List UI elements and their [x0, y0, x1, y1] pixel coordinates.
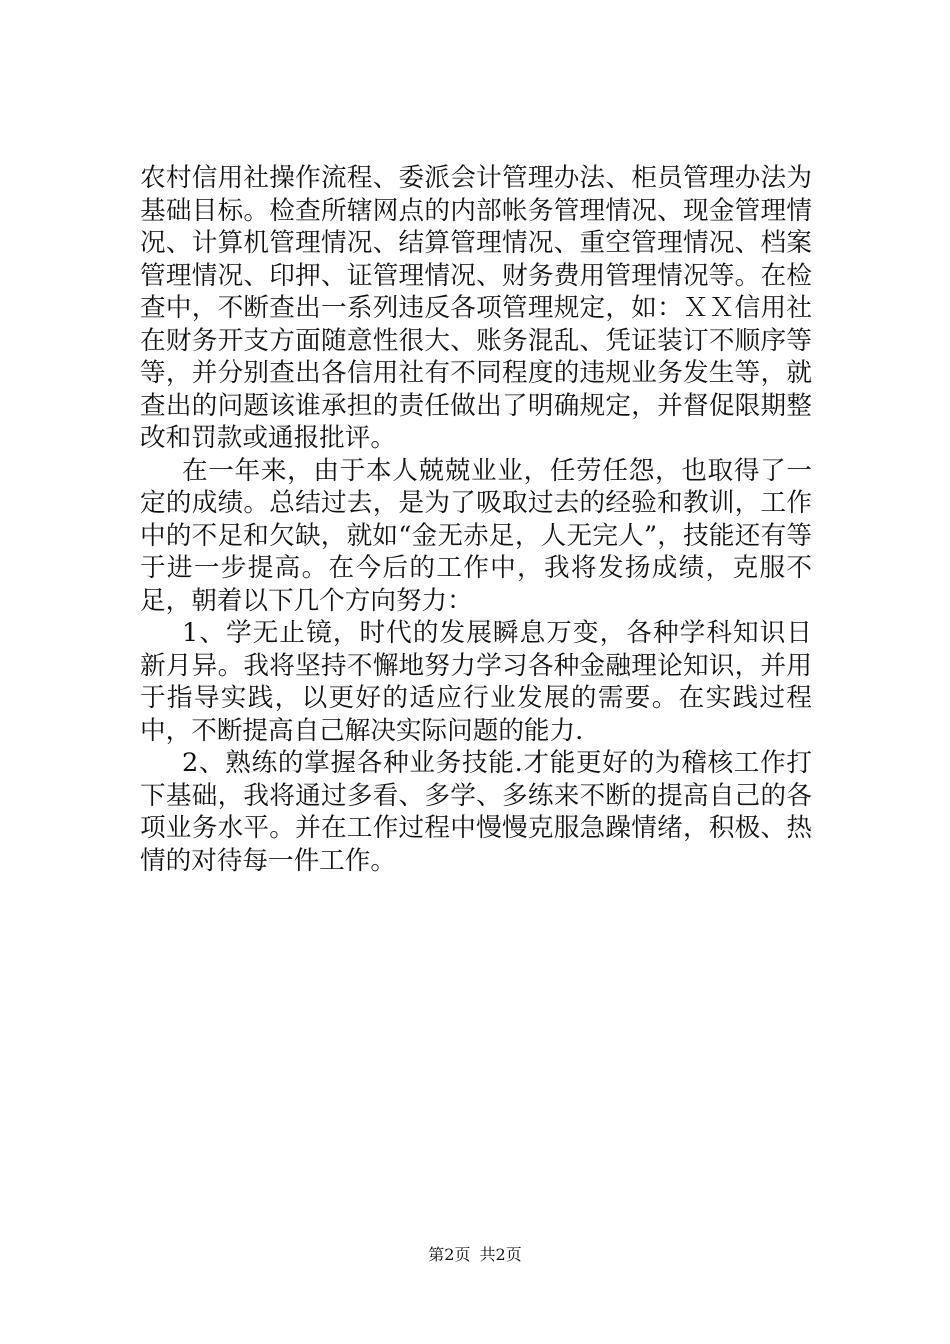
paragraph-1: 农村信用社操作流程、委派会计管理办法、柜员管理办法为基础目标。检查所辖网点的内部帐务管理情况、现金管理情况、计算机管理情况、结算管理情况、重空管理情况、档案管理情况、印押、证管理情况、财务费用管理情况等。在检查中，不断查出一系列违反各项管理规定，如：ＸＸ信用社在财务开支方面随意性很大、账务混乱、凭证装订不顺序等等，并分别查出各信用社有不同程度的违规业务发生等，就查出的问题该谁承担的责任做出了明确规定，并督促限期整改和罚款或通报批评。: [140, 163, 812, 453]
document-body: [140, 162, 812, 877]
paragraph-2: 在一年来，由于本人兢兢业业，任劳任怨，也取得了一定的成绩。总结过去，是为了吸取过去的经验和教训，工作中的不足和欠缺，就如“金无赤足，人无完人”，技能还有等于进一步提高。在今后的工作中，我将发扬成绩，克服不足，朝着以下几个方向努力：: [140, 455, 812, 616]
paragraph-3: 1、学无止镜，时代的发展瞬息万变，各种学科知识日新月异。我将坚持不懈地努力学习各种金融理论知识，并用于指导实践，以更好的适应行业发展的需要。在实践过程中，不断提高自己解决实际问题的能力.: [140, 618, 812, 746]
page-footer: [0, 1244, 950, 1266]
paragraph-4: 2、熟练的掌握各种业务技能.才能更好的为稽核工作打下基础，我将通过多看、多学、多练来不断的提高自己的各项业务水平。并在工作过程中慢慢克服急躁情绪，积极、热情的对待每一件工作。: [140, 748, 812, 876]
page-total: 共2页: [479, 1245, 522, 1264]
page-number: 第2页: [428, 1245, 471, 1264]
